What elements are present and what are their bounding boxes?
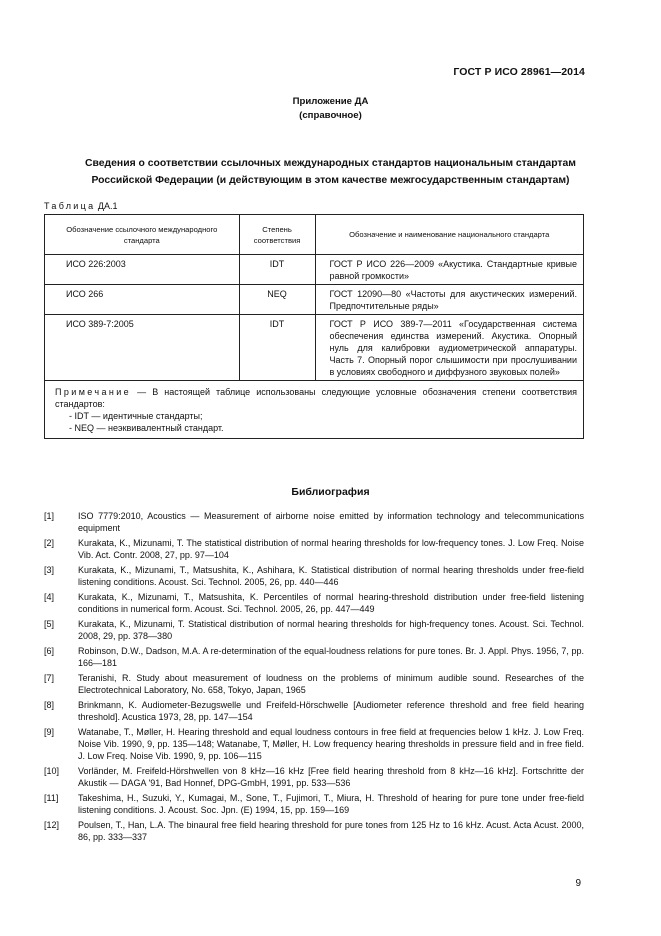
- section-title-line-2: Российской Федерации (и действующим в этом качестве межгосударственным стандартам): [91, 175, 570, 186]
- bibliography-number: [9]: [44, 727, 55, 737]
- page-number: 9: [575, 878, 581, 889]
- bibliography-number: [8]: [44, 700, 55, 710]
- column-header-degree: Степень соответствия: [239, 215, 315, 255]
- table-note-row: [45, 381, 584, 439]
- section-title: [40, 155, 621, 189]
- bibliography-text: Takeshima, H., Suzuki, Y., Kumagai, M., Sone, T., Fujimori, T., Miura, H. Threshold of hearing for pure tone under free-field listening conditions. J. Acoust. Soc. Jpn. (E) 1994, 15, pp. 159—169: [78, 793, 584, 816]
- correspondence-table: [44, 214, 584, 439]
- cell-intl-standard: ИСО 226:2003: [45, 255, 240, 285]
- bibliography-number: [4]: [44, 592, 55, 602]
- table-note: [45, 381, 584, 439]
- table-note-label: Примечание: [55, 387, 132, 397]
- cell-degree: IDT: [239, 255, 315, 285]
- column-header-national: Обозначение и наименование национального стандарта: [315, 215, 583, 255]
- bibliography-item: [44, 564, 584, 588]
- bibliography-text: Poulsen, T., Han, L.A. The binaural free field hearing threshold for pure tones from 125 Hz to 16 kHz. Acust. Acta Acust. 2000, 86, pp. 333—337: [78, 820, 584, 843]
- table-caption-word: Таблица: [44, 201, 96, 211]
- bibliography-text: ISO 7779:2010, Acoustics — Measurement of airborne noise emitted by information technology and telecommunications equipment: [78, 511, 584, 534]
- column-header-intl: Обозначение ссылочного международного стандарта: [45, 215, 240, 255]
- bibliography-item: [44, 819, 584, 843]
- bibliography-number: [5]: [44, 619, 55, 629]
- table-note-body: — В настоящей таблице использованы следующие условные обозначения степени соответствия стандартов:: [55, 387, 577, 409]
- bibliography-number: [12]: [44, 820, 60, 831]
- bibliography-text: Brinkmann, K. Audiometer-Bezugswelle und Freifeld-Hörschwelle [Audiometer reference threshold and free field hearing threshold]. Acustica 1973, 28, pp. 147—154: [78, 700, 584, 723]
- bibliography-list: [44, 510, 584, 846]
- appendix-subtitle: (справочное): [299, 110, 362, 121]
- bibliography-item: [44, 699, 584, 723]
- bibliography-text: Kurakata, K., Mizunami, T. Statistical distribution of normal hearing thresholds for high-frequency tones. Acoust. Sci. Technol. 2008, 29, pp. 378—380: [78, 619, 584, 642]
- cell-national-standard: ГОСТ Р ИСО 226—2009 «Акустика. Стандартные кривые равной громкости»: [315, 255, 583, 285]
- bibliography-text: Vorländer, M. Freifeld-Hörshwellen von 8 kHz—16 kHz [Free field hearing threshold from 8 kHz—16 kHz]. Fortschritte der Akustik — DAGA '91, Bad Honnef, DPG-GmbH, 1991, pp. 533—536: [78, 766, 584, 789]
- table-note-item: - IDT — идентичные стандарты;: [69, 411, 203, 421]
- cell-national-standard: ГОСТ Р ИСО 389-7—2011 «Государственная система обеспечения единства измерений. Акустика. Опорный нуль для калибровки аудиометрической аппаратуры. Часть 7. Опорный порог слышимости при прослушивании в условиях свободного и диффузного звуковых полей»: [315, 315, 583, 381]
- bibliography-text: Kurakata, K., Mizunami, T., Matsushita, K. Percentiles of normal hearing-threshold distribution under free-field listening conditions in numerical form. Acoust. Sci. Technol. 2005, 26, pp. 447—449: [78, 592, 584, 615]
- table-header-row: [45, 215, 584, 255]
- bibliography-number: [10]: [44, 766, 60, 777]
- table-row: [45, 285, 584, 315]
- bibliography-item: [44, 765, 584, 789]
- cell-degree: NEQ: [239, 285, 315, 315]
- bibliography-item: [44, 591, 584, 615]
- cell-intl-standard: ИСО 389-7:2005: [45, 315, 240, 381]
- bibliography-number: [11]: [44, 793, 59, 804]
- bibliography-text: Teranishi, R. Study about measurement of loudness on the problems of minimum audible sound. Researches of the Electrotechnical Laboratory, No. 658, Tokyo, Japan, 1965: [78, 673, 584, 696]
- bibliography-item: [44, 618, 584, 642]
- bibliography-text: Watanabe, T., Møller, H. Hearing threshold and equal loudness contours in free field at frequencies below 1 kHz. J. Low Freq. Noise Vib. 1990, 9, pp. 135—148; Watanabe, T, Møller, H. Low frequency hearing thresholds in pressure field and in free field. J. Low Freq. Noise Vib. 1990, 9, pp. 106—115: [78, 727, 584, 762]
- bibliography-item: [44, 792, 584, 816]
- table-row: [45, 255, 584, 285]
- document-code: ГОСТ Р ИСО 28961—2014: [453, 66, 585, 78]
- appendix-title: Приложение ДА: [292, 96, 369, 107]
- bibliography-item: [44, 537, 584, 561]
- appendix-heading: [0, 95, 661, 123]
- section-title-line-1: Сведения о соответствии ссылочных международных стандартов национальным стандартам: [85, 158, 576, 169]
- bibliography-item: [44, 672, 584, 696]
- cell-degree: IDT: [239, 315, 315, 381]
- bibliography-number: [6]: [44, 646, 55, 656]
- table-note-text: [55, 386, 577, 410]
- table-caption-id: ДА.1: [97, 201, 118, 211]
- bibliography-number: [2]: [44, 538, 55, 548]
- table-note-item: - NEQ — неэквивалентный стандарт.: [69, 423, 224, 433]
- bibliography-item: [44, 510, 584, 534]
- cell-national-standard: ГОСТ 12090—80 «Частоты для акустических измерений. Предпочтительные ряды»: [315, 285, 583, 315]
- bibliography-text: Kurakata, K., Mizunami, T. The statistical distribution of normal hearing thresholds for low-frequency tones. J. Low Freq. Noise Vib. Act. Contr. 2008, 27, pp. 97—104: [78, 538, 584, 561]
- table-row: [45, 315, 584, 381]
- bibliography-item: [44, 645, 584, 669]
- table-caption: [44, 201, 118, 211]
- bibliography-item: [44, 726, 584, 763]
- bibliography-text: Kurakata, K., Mizunami, T., Matsushita, K., Ashihara, K. Statistical distribution of normal hearing thresholds under free-field listening conditions. Acoust. Sci. Technol. 2005, 26, pp. 440—446: [78, 565, 584, 588]
- cell-intl-standard: ИСО 266: [45, 285, 240, 315]
- bibliography-number: [7]: [44, 673, 55, 683]
- bibliography-number: [3]: [44, 565, 55, 575]
- bibliography-number: [1]: [44, 511, 55, 521]
- bibliography-title: Библиография: [291, 486, 370, 498]
- bibliography-text: Robinson, D.W., Dadson, M.A. A re-determination of the equal-loudness relations for pure tones. Br. J. Appl. Phys. 1956, 7, pp. 166—181: [78, 646, 584, 669]
